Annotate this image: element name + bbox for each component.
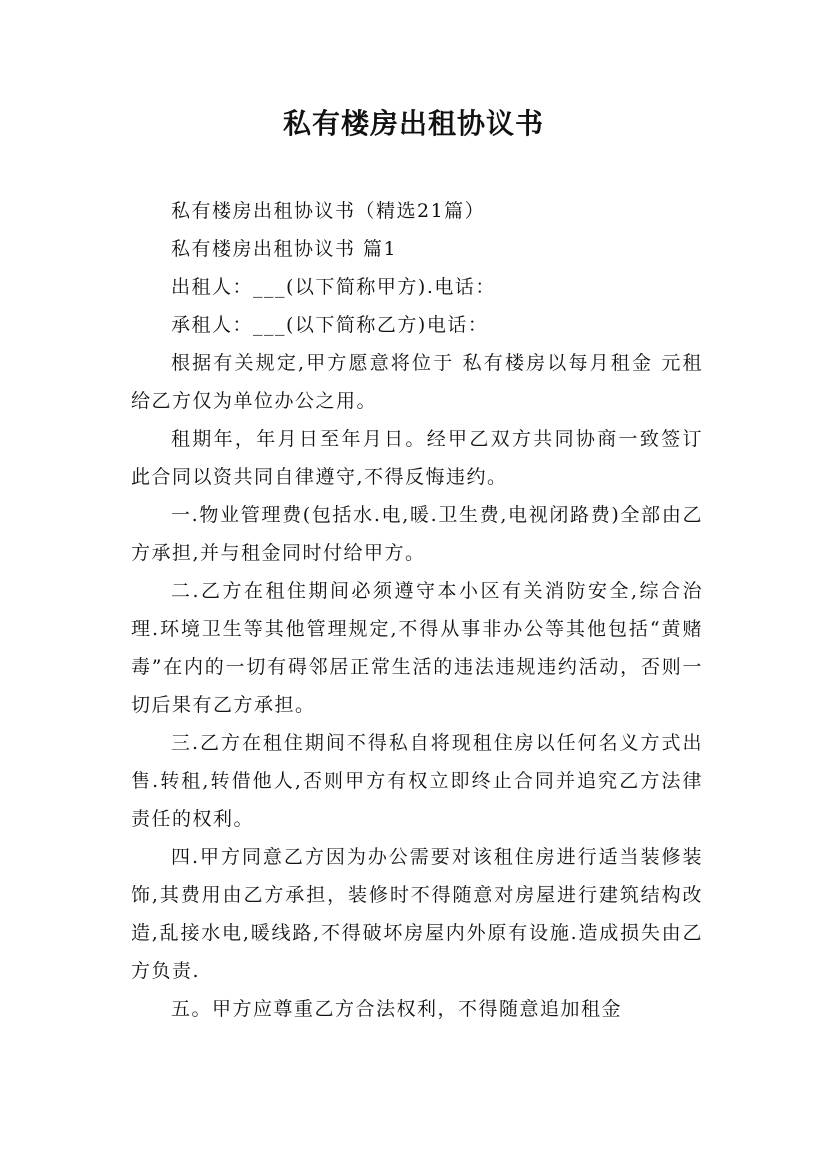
paragraph-clause-3: 三.乙方在租住期间不得私自将现租住房以任何名义方式出售.转租,转借他人,否则甲方有权立即终止合同并追究乙方法律责任的权利。 — [131, 732, 703, 830]
paragraph-clause-1: 一.物业管理费(包括水.电,暖.卫生费,电视闭路费)全部由乙方承担,并与租金同时付给甲方。 — [131, 504, 703, 564]
paragraph-premises: 根据有关规定,甲方愿意将位于 私有楼房以每月租金 元租给乙方仅为单位办公之用。 — [131, 352, 703, 412]
paragraph-lessee: 承租人：___(以下简称乙方)电话： — [171, 314, 489, 336]
paragraph-clause-4: 四.甲方同意乙方因为办公需要对该租住房进行适当装修装饰,其费用由乙方承担，装修时不得随意对房屋进行建筑结构改造,乱接水电,暖线路,不得破坏房屋内外原有设施.造成损失由乙方负责. — [131, 846, 703, 982]
paragraph-term: 租期年，年月日至年月日。经甲乙双方共同协商一致签订此合同以资共同自律遵守,不得反悔违约。 — [131, 428, 703, 488]
document-title: 私有楼房出租协议书 — [282, 107, 544, 140]
paragraph-subtitle: 私有楼房出租协议书（精选21篇） — [171, 200, 486, 222]
document-body — [131, 192, 703, 1028]
paragraph-clause-2: 二.乙方在租住期间必须遵守本小区有关消防安全,综合治理.环境卫生等其他管理规定,不得从事非办公等其他包括“黄赌毒”在内的一切有碍邻居正常生活的违法违规违约活动，否则一切后果有乙方承担。 — [131, 580, 703, 716]
paragraph-clause-5: 五。甲方应尊重乙方合法权利，不得随意追加租金 — [171, 998, 623, 1020]
paragraph-lessor: 出租人：___(以下简称甲方).电话： — [171, 276, 496, 298]
paragraph-chapter-heading: 私有楼房出租协议书 篇1 — [171, 238, 398, 260]
